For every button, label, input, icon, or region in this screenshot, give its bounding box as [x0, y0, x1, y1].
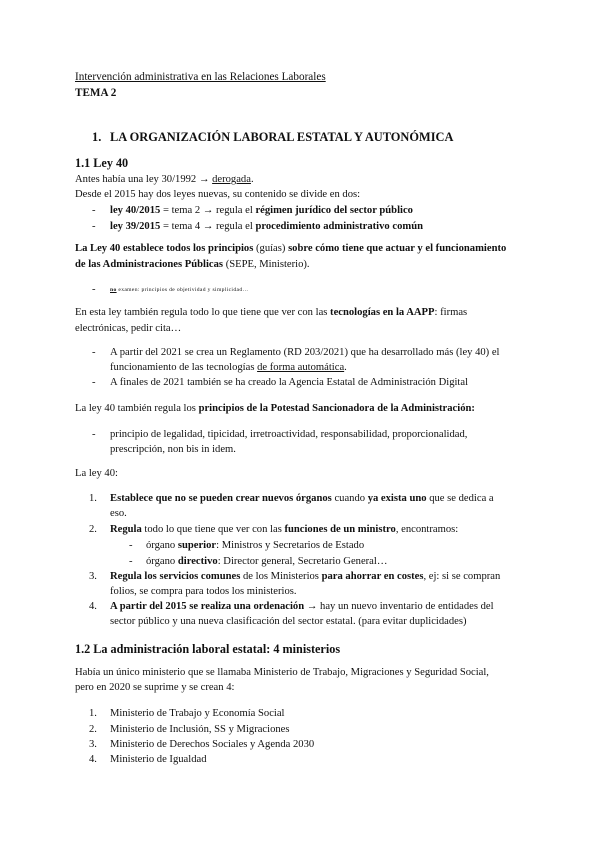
bullet-dash: -	[92, 284, 96, 295]
list-number: 2.	[89, 524, 97, 535]
list-number: 2.	[89, 724, 97, 735]
list-item-principios-line1: principio de legalidad, tipicidad, irretroactividad, responsabilidad, proporcionalidad,	[110, 429, 468, 440]
sub-item-directivo: órgano directivo: Director general, Secretario General…	[146, 556, 388, 567]
document-title: Intervención administrativa en las Relaciones Laborales	[75, 71, 326, 83]
numbered-item-2: Regula todo lo que tiene que ver con las funciones de un ministro, encontramos:	[110, 524, 459, 535]
bullet-dash: -	[129, 540, 133, 551]
paragraph-la-ley-40: La ley 40:	[75, 468, 118, 479]
list-item-ley-39: ley 39/2015 = tema 4 → regula el procedimiento administrativo común	[110, 221, 423, 232]
paragraph-ministerio-line1: Había un único ministerio que se llamaba Ministerio de Trabajo, Migraciones y Seguridad Social,	[75, 667, 489, 678]
list-number: 4.	[89, 754, 97, 765]
list-number: 3.	[89, 571, 97, 582]
list-number: 1.	[89, 493, 97, 504]
ministry-item: Ministerio de Derechos Sociales y Agenda 2030	[110, 739, 315, 750]
numbered-item-3-line1: Regula los servicios comunes de los Ministerios para ahorrar en costes, ej: si se compran	[110, 571, 501, 582]
bullet-dash: -	[92, 429, 96, 440]
list-item-reglamento-line2: funcionamiento de las tecnologías de forma automática.	[110, 362, 347, 373]
subsection-1-1-heading: 1.1 Ley 40	[75, 156, 129, 170]
numbered-item-1-line1: Establece que no se pueden crear nuevos órganos cuando ya exista uno que se dedica a	[110, 493, 494, 504]
bullet-dash: -	[129, 556, 133, 567]
numbered-item-4-line2: sector público y una nueva clasificación del sector estatal. (para evitar duplicidades)	[110, 616, 467, 627]
paragraph-antes: Antes había una ley 30/1992 → derogada.	[75, 174, 254, 185]
bullet-dash: -	[92, 347, 96, 358]
paragraph-ley40-line2: de las Administraciones Públicas (SEPE, Ministerio).	[75, 259, 310, 270]
paragraph-tecnologias-line1: En esta ley también regula todo lo que tiene que ver con las tecnologías en la AAPP: firmas	[75, 307, 468, 318]
ministry-item: Ministerio de Igualdad	[110, 754, 207, 765]
numbered-item-4-line1: A partir del 2015 se realiza una ordenación → hay un nuevo inventario de entidades del	[110, 601, 494, 612]
subsection-1-2-heading: 1.2 La administración laboral estatal: 4 ministerios	[75, 642, 341, 656]
numbered-item-1-line2: eso.	[110, 508, 127, 519]
list-item-agencia: A finales de 2021 también se ha creado la Agencia Estatal de Administración Digital	[110, 377, 469, 388]
paragraph-desde: Desde el 2015 hay dos leyes nuevas, su contenido se divide en dos:	[75, 189, 361, 200]
bullet-dash: -	[92, 205, 96, 216]
list-number: 4.	[89, 601, 97, 612]
paragraph-ley40-line1: La Ley 40 establece todos los principios (guías) sobre cómo tiene que actuar y el funcionamiento	[75, 243, 507, 254]
list-item-principios-line2: prescripción, non bis in idem.	[110, 444, 236, 455]
paragraph-ministerio-line2: pero en 2020 se suprime y se crean 4:	[75, 682, 235, 693]
list-number: 1.	[89, 708, 97, 719]
bullet-dash: -	[92, 221, 96, 232]
ministry-item: Ministerio de Trabajo y Economía Social	[110, 708, 285, 719]
numbered-item-3-line2: folios, se compra para todos los ministerios.	[110, 586, 297, 597]
list-item-ley-40: ley 40/2015 = tema 2 → regula el régimen jurídico del sector público	[110, 205, 413, 216]
section-1-number: 1.	[92, 130, 102, 144]
paragraph-potestad: La ley 40 también regula los principios de la Potestad Sancionadora de la Administración:	[75, 403, 475, 414]
paragraph-tecnologias-line2: electrónicas, pedir cita…	[75, 323, 182, 334]
sub-item-superior: órgano superior: Ministros y Secretarios de Estado	[146, 540, 365, 551]
list-item-reglamento-line1: A partir del 2021 se crea un Reglamento (RD 203/2021) que ha desarrollado más (ley 40) el	[110, 347, 500, 358]
exam-note: no examen: principios de objetividad y simplicidad…	[110, 287, 249, 293]
section-1-heading: LA ORGANIZACIÓN LABORAL ESTATAL Y AUTONÓMICA	[110, 130, 454, 144]
ministry-item: Ministerio de Inclusión, SS y Migraciones	[110, 724, 290, 735]
list-number: 3.	[89, 739, 97, 750]
derogada-text: derogada	[212, 174, 251, 185]
tema-label: TEMA 2	[75, 87, 117, 99]
bullet-dash: -	[92, 377, 96, 388]
